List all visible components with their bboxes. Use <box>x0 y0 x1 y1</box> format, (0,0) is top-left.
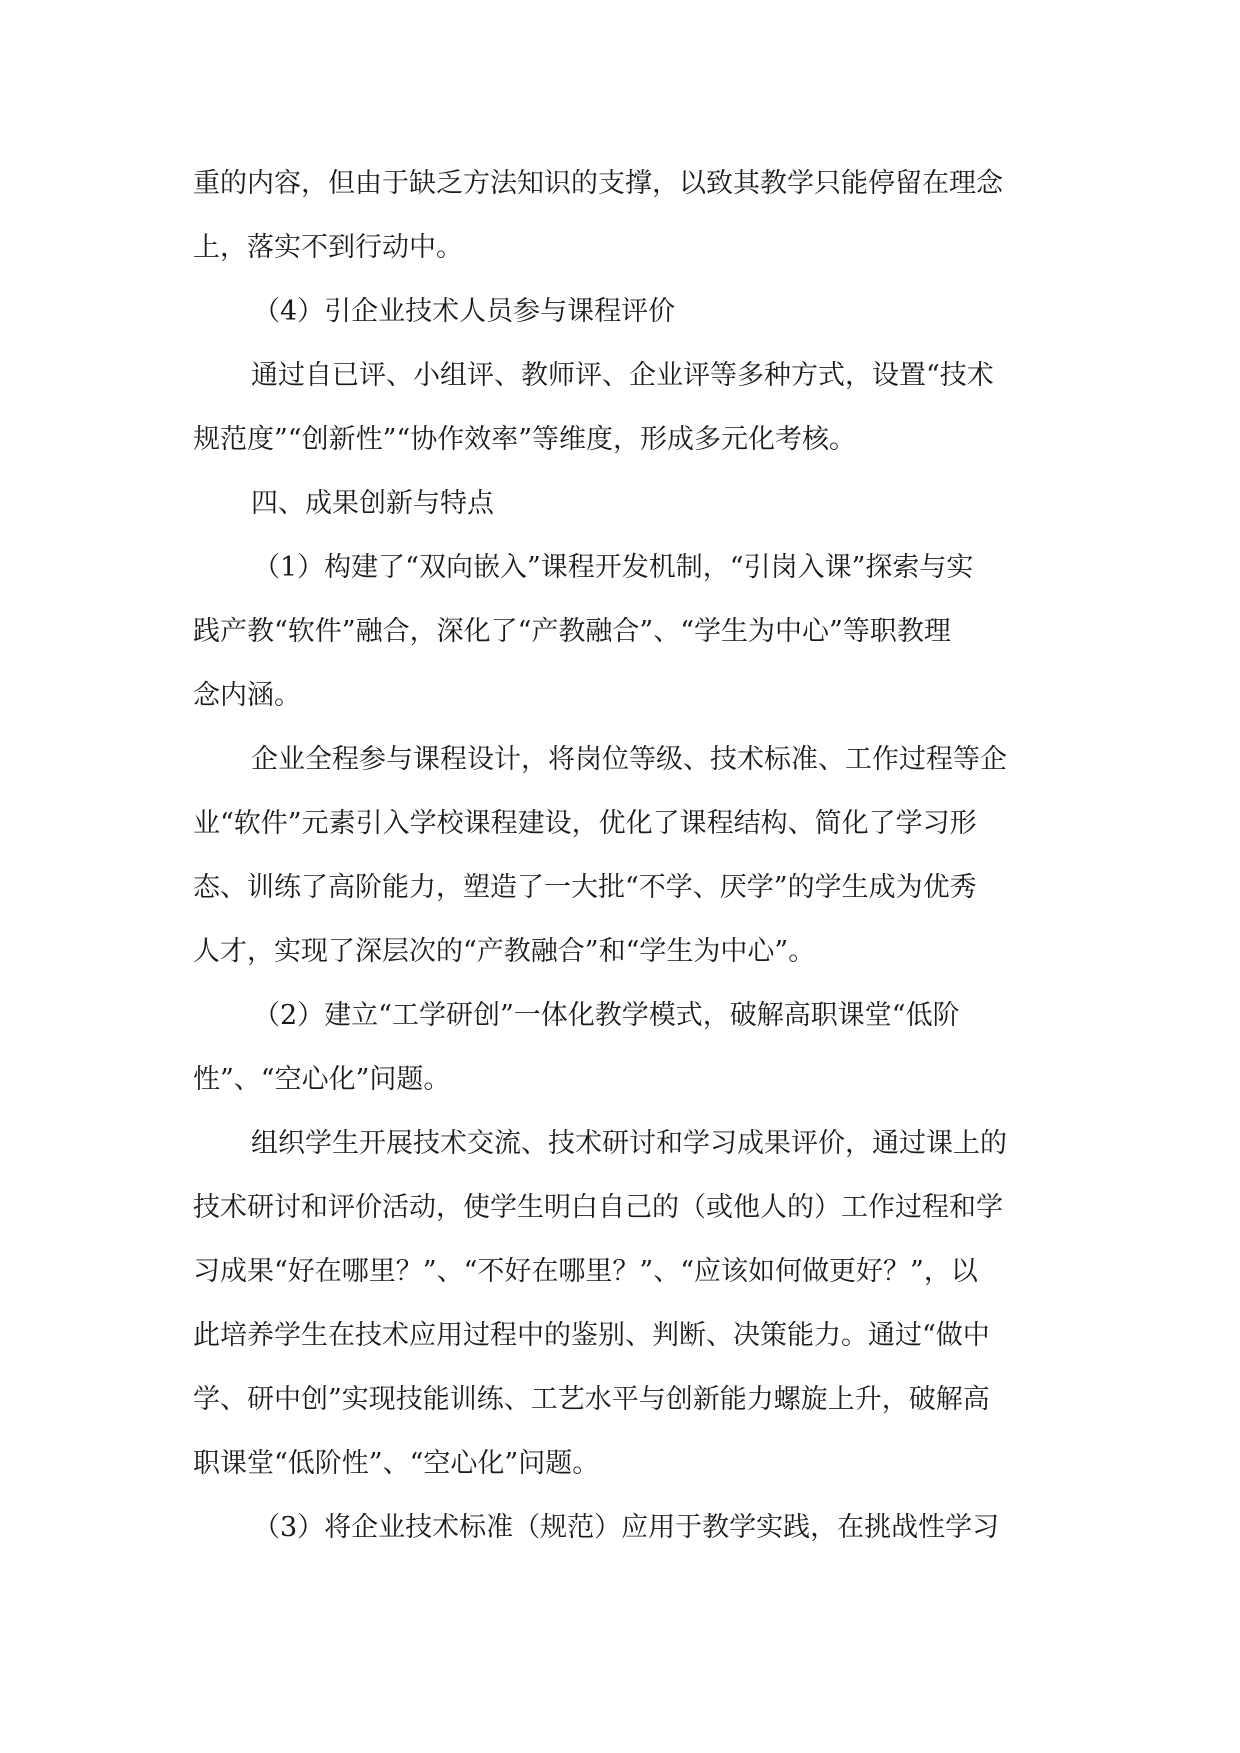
text-line: 技术研讨和评价活动，使学生明白自己的（或他人的）工作过程和学 <box>193 1192 1003 1223</box>
text-line: 念内涵。 <box>193 680 301 711</box>
section-heading: （4）引企业技术人员参与课程评价 <box>253 296 676 327</box>
section-heading: （2）建立“工学研创”一体化教学模式，破解高职课堂“低阶 <box>253 1000 960 1031</box>
text-line: 此培养学生在技术应用过程中的鉴别、判断、决策能力。通过“做中 <box>193 1320 990 1351</box>
text-line: 学、研中创”实现技能训练、工艺水平与创新能力螺旋上升，破解高 <box>193 1384 990 1415</box>
text-line: 态、训练了高阶能力，塑造了一大批“不学、厌学”的学生成为优秀 <box>193 872 977 903</box>
text-line: 人才，实现了深层次的“产教融合”和“学生为中心”。 <box>193 936 816 967</box>
text-line: 习成果“好在哪里？”、“不好在哪里？”、“应该如何做更好？”，以 <box>193 1256 978 1287</box>
section-heading: （3）将企业技术标准（规范）应用于教学实践，在挑战性学习 <box>253 1512 1000 1543</box>
section-heading: 四、成果创新与特点 <box>251 488 494 519</box>
text-line: 组织学生开展技术交流、技术研讨和学习成果评价，通过课上的 <box>251 1128 1007 1159</box>
text-line: 规范度”“创新性”“协作效率”等维度，形成多元化考核。 <box>193 424 857 455</box>
text-line: 通过自已评、小组评、教师评、企业评等多种方式，设置“技术 <box>251 360 994 391</box>
text-line: 企业全程参与课程设计，将岗位等级、技术标准、工作过程等企 <box>251 744 1007 775</box>
text-line: 践产教“软件”融合，深化了“产教融合”、“学生为中心”等职教理 <box>193 616 951 647</box>
text-line: 重的内容，但由于缺乏方法知识的支撑，以致其教学只能停留在理念 <box>193 168 1003 199</box>
text-line: 业“软件”元素引入学校课程建设，优化了课程结构、简化了学习形 <box>193 808 977 839</box>
section-heading: （1）构建了“双向嵌入”课程开发机制，“引岗入课”探索与实 <box>253 552 974 583</box>
text-line: 性”、“空心化”问题。 <box>193 1064 451 1095</box>
text-line: 职课堂“低阶性”、“空心化”问题。 <box>193 1448 600 1479</box>
text-line: 上，落实不到行动中。 <box>193 232 463 263</box>
